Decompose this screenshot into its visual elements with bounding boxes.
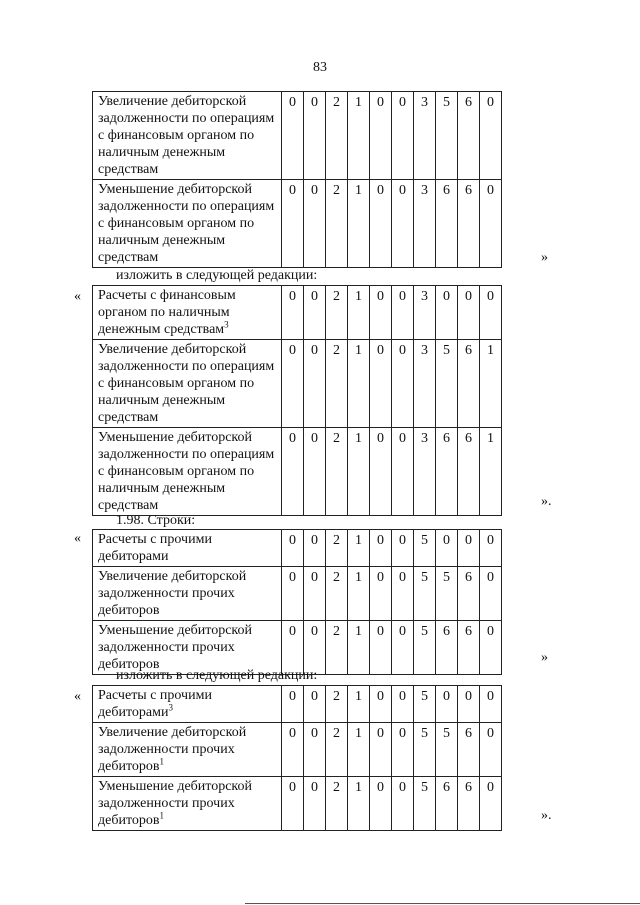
edit-instruction: изложить в следующей редакции:	[116, 668, 318, 683]
table-row	[93, 286, 502, 340]
row-title	[93, 567, 282, 621]
code-digit-cell: 0	[392, 777, 414, 831]
code-digit-cell: 5	[414, 723, 436, 777]
row-title-text: Увеличение дебиторской задолженности по операциям с финансовым органом по наличным денежным средствам	[98, 94, 275, 177]
code-digit-cell: 1	[348, 723, 370, 777]
code-digit-cell: 0	[282, 428, 304, 516]
code-digit-cell: 2	[326, 621, 348, 675]
code-digit-cell: 1	[348, 530, 370, 567]
row-title	[93, 340, 282, 428]
code-digit-cell: 0	[480, 686, 502, 723]
code-digit-cell: 2	[326, 567, 348, 621]
code-digit-cell: 2	[326, 530, 348, 567]
row-title	[93, 92, 282, 180]
code-digit-cell: 1	[348, 777, 370, 831]
code-digit-cell: 2	[326, 723, 348, 777]
code-digit-cell: 3	[414, 428, 436, 516]
code-digit-cell: 6	[436, 428, 458, 516]
code-digit-cell: 1	[348, 428, 370, 516]
code-digit-cell: 3	[414, 92, 436, 180]
code-digit-cell: 1	[348, 340, 370, 428]
row-title-text: Увеличение дебиторской задолженности прочих дебиторов	[98, 725, 247, 774]
code-digit-cell: 0	[304, 92, 326, 180]
code-digit-cell: 0	[304, 723, 326, 777]
code-digit-cell: 0	[392, 180, 414, 268]
table-row	[93, 777, 502, 831]
code-digit-cell: 0	[282, 621, 304, 675]
code-digit-cell: 1	[348, 621, 370, 675]
code-digit-cell: 1	[348, 686, 370, 723]
code-digit-cell: 0	[304, 286, 326, 340]
opening-quote: «	[74, 289, 81, 304]
row-title	[93, 428, 282, 516]
code-digit-cell: 5	[414, 567, 436, 621]
code-digit-cell: 3	[414, 180, 436, 268]
table-row	[93, 567, 502, 621]
code-digit-cell: 0	[458, 286, 480, 340]
code-digit-cell: 2	[326, 428, 348, 516]
row-title-text: Расчеты с прочими дебиторами	[98, 688, 212, 720]
code-digit-cell: 0	[282, 723, 304, 777]
code-digit-cell: 5	[414, 621, 436, 675]
code-digit-cell: 1	[480, 428, 502, 516]
code-digit-cell: 0	[458, 686, 480, 723]
edit-instruction: изложить в следующей редакции:	[116, 268, 318, 283]
row-title	[93, 777, 282, 831]
row-title-text: Увеличение дебиторской задолженности по операциям с финансовым органом по наличным денежным средствам	[98, 342, 275, 425]
footnote-mark: 1	[159, 756, 164, 767]
code-digit-cell: 0	[392, 567, 414, 621]
code-digit-cell: 6	[458, 180, 480, 268]
code-digit-cell: 0	[392, 286, 414, 340]
code-digit-cell: 0	[370, 180, 392, 268]
code-digit-cell: 6	[458, 428, 480, 516]
code-digit-cell: 6	[458, 340, 480, 428]
code-digit-cell: 0	[370, 777, 392, 831]
code-digit-cell: 6	[436, 621, 458, 675]
row-title-text: Расчеты с прочими дебиторами	[98, 532, 212, 564]
code-digit-cell: 0	[304, 686, 326, 723]
code-digit-cell: 0	[392, 428, 414, 516]
code-digit-cell: 0	[370, 686, 392, 723]
code-digit-cell: 3	[414, 286, 436, 340]
code-digit-cell: 0	[392, 92, 414, 180]
code-digit-cell: 1	[348, 567, 370, 621]
code-digit-cell: 0	[392, 723, 414, 777]
code-digit-cell: 0	[392, 340, 414, 428]
code-digit-cell: 0	[282, 340, 304, 428]
code-digit-cell: 0	[304, 530, 326, 567]
row-title-text: Уменьшение дебиторской задолженности прочих дебиторов	[98, 623, 253, 672]
code-digit-cell: 0	[370, 340, 392, 428]
code-digit-cell: 0	[304, 621, 326, 675]
code-digit-cell: 6	[458, 567, 480, 621]
closing-quote: »	[541, 650, 548, 665]
code-digit-cell: 2	[326, 180, 348, 268]
row-title	[93, 180, 282, 268]
code-digit-cell: 5	[436, 567, 458, 621]
opening-quote: «	[74, 689, 81, 704]
table-row	[93, 92, 502, 180]
row-title-text: Увеличение дебиторской задолженности прочих дебиторов	[98, 569, 247, 618]
code-digit-cell: 0	[304, 567, 326, 621]
code-table-1	[92, 91, 502, 268]
code-digit-cell: 0	[458, 530, 480, 567]
code-digit-cell: 2	[326, 92, 348, 180]
row-title-text: Уменьшение дебиторской задолженности прочих дебиторов	[98, 779, 253, 828]
row-title	[93, 686, 282, 723]
code-digit-cell: 0	[282, 777, 304, 831]
code-digit-cell: 1	[480, 340, 502, 428]
code-digit-cell: 3	[414, 340, 436, 428]
table-row	[93, 530, 502, 567]
code-digit-cell: 0	[370, 567, 392, 621]
page-number: 83	[313, 60, 327, 75]
table-row	[93, 723, 502, 777]
code-digit-cell: 0	[282, 686, 304, 723]
row-title-text: Уменьшение дебиторской задолженности по операциям с финансовым органом по наличным денежным средствам	[98, 182, 275, 265]
code-digit-cell: 0	[392, 530, 414, 567]
code-digit-cell: 0	[392, 686, 414, 723]
table-row	[93, 621, 502, 675]
code-digit-cell: 6	[458, 92, 480, 180]
opening-quote: «	[74, 531, 81, 546]
code-digit-cell: 5	[436, 340, 458, 428]
code-table-4	[92, 685, 502, 831]
code-digit-cell: 0	[370, 530, 392, 567]
code-digit-cell: 0	[480, 723, 502, 777]
code-digit-cell: 0	[370, 92, 392, 180]
code-digit-cell: 0	[480, 567, 502, 621]
code-digit-cell: 0	[370, 723, 392, 777]
code-digit-cell: 2	[326, 340, 348, 428]
code-digit-cell: 0	[480, 92, 502, 180]
code-digit-cell: 0	[304, 428, 326, 516]
code-digit-cell: 0	[480, 286, 502, 340]
row-title	[93, 530, 282, 567]
code-digit-cell: 6	[458, 777, 480, 831]
closing-quote: ».	[541, 808, 552, 823]
code-digit-cell: 0	[370, 621, 392, 675]
code-digit-cell: 5	[436, 723, 458, 777]
code-digit-cell: 6	[436, 180, 458, 268]
table-row	[93, 180, 502, 268]
code-digit-cell: 0	[282, 92, 304, 180]
footnote-mark: 3	[168, 702, 173, 713]
table-row	[93, 340, 502, 428]
row-title	[93, 621, 282, 675]
code-digit-cell: 5	[414, 530, 436, 567]
code-digit-cell: 0	[436, 286, 458, 340]
code-digit-cell: 6	[436, 777, 458, 831]
code-digit-cell: 0	[282, 286, 304, 340]
code-digit-cell: 0	[480, 621, 502, 675]
row-title-text: Уменьшение дебиторской задолженности по операциям с финансовым органом по наличным денежным средствам	[98, 430, 275, 513]
page-edge-line	[245, 903, 640, 904]
code-digit-cell: 0	[304, 340, 326, 428]
code-digit-cell: 0	[282, 180, 304, 268]
code-digit-cell: 2	[326, 286, 348, 340]
code-digit-cell: 2	[326, 686, 348, 723]
code-digit-cell: 0	[282, 530, 304, 567]
code-digit-cell: 0	[480, 530, 502, 567]
table-row	[93, 686, 502, 723]
closing-quote: ».	[541, 494, 552, 509]
closing-quote: »	[541, 250, 548, 265]
code-digit-cell: 1	[348, 92, 370, 180]
code-digit-cell: 1	[348, 286, 370, 340]
code-digit-cell: 5	[414, 777, 436, 831]
footnote-mark: 3	[224, 319, 229, 330]
row-title	[93, 723, 282, 777]
code-digit-cell: 0	[304, 180, 326, 268]
code-digit-cell: 6	[458, 723, 480, 777]
section-heading: 1.98. Строки:	[116, 513, 196, 528]
table-row	[93, 428, 502, 516]
code-digit-cell: 0	[304, 777, 326, 831]
code-digit-cell: 2	[326, 777, 348, 831]
code-digit-cell: 5	[414, 686, 436, 723]
code-digit-cell: 0	[392, 621, 414, 675]
code-table-2	[92, 285, 502, 516]
row-title	[93, 286, 282, 340]
code-digit-cell: 0	[480, 777, 502, 831]
code-table-3	[92, 529, 502, 675]
code-digit-cell: 0	[436, 686, 458, 723]
code-digit-cell: 0	[436, 530, 458, 567]
code-digit-cell: 6	[458, 621, 480, 675]
row-title-text: Расчеты с финансовым органом по наличным денежным средствам	[98, 288, 236, 337]
code-digit-cell: 1	[348, 180, 370, 268]
code-digit-cell: 0	[370, 286, 392, 340]
code-digit-cell: 5	[436, 92, 458, 180]
code-digit-cell: 0	[282, 567, 304, 621]
footnote-mark: 1	[159, 810, 164, 821]
code-digit-cell: 0	[370, 428, 392, 516]
code-digit-cell: 0	[480, 180, 502, 268]
